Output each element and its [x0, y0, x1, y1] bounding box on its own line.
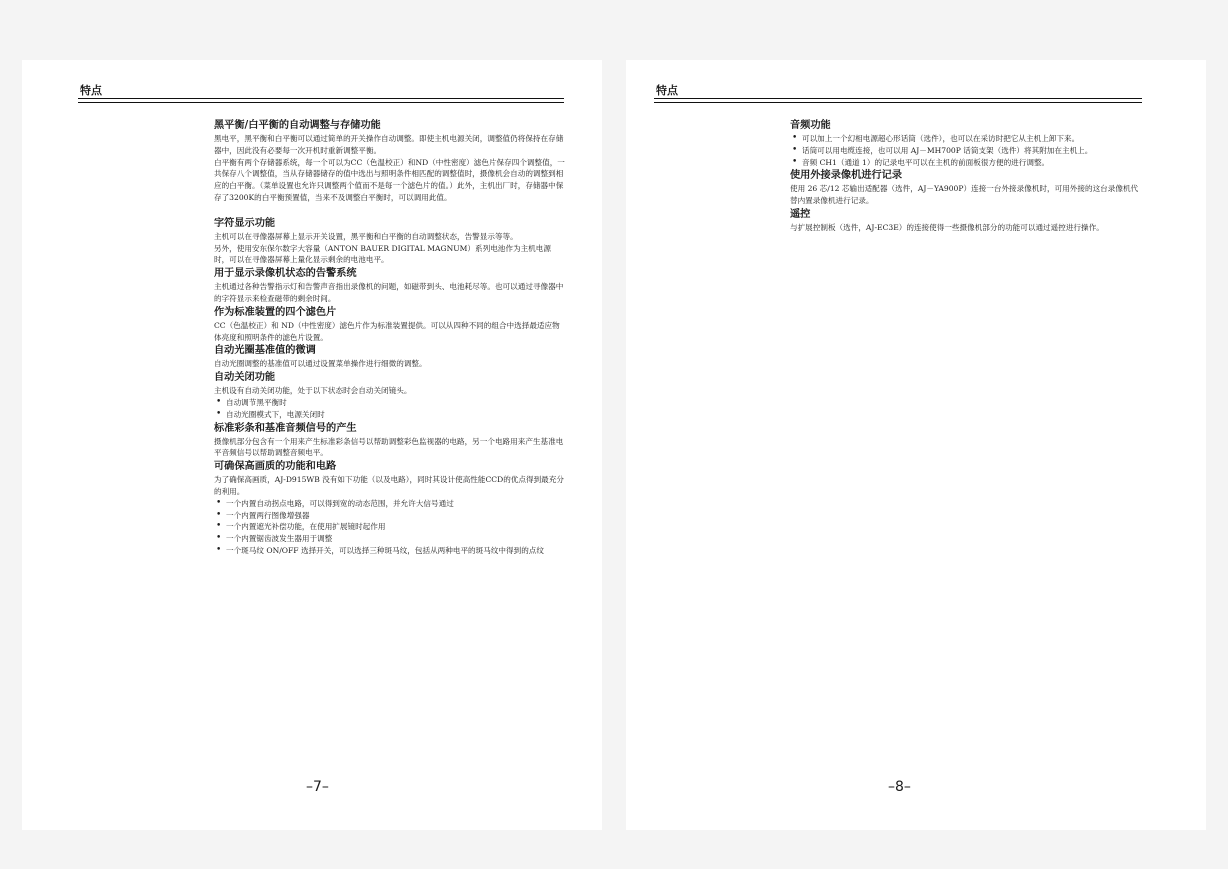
section-heading: 标准彩条和基准音频信号的产生 — [214, 422, 357, 434]
section-heading: 音频功能 — [790, 120, 831, 131]
paragraph: 自动光圈调整的基准值可以通过设置菜单操作进行细微的调整。 — [214, 359, 427, 369]
section-heading: 自动光圈基准值的微调 — [214, 345, 316, 357]
paragraph: 主机通过各种告警指示灯和告警声音指出录像机的问题，如磁带到头、电池耗尽等。也可以通过寻像器中的字符显示来检查磁带的剩余时间。 — [214, 282, 564, 303]
bullet-item: • 音频 CH1（通道 1）的记录电平可以在主机的前面板很方便的进行调整。 — [790, 157, 1142, 169]
section — [214, 370, 566, 420]
right-page-content — [790, 118, 1142, 234]
section-heading: 使用外接录像机进行记录 — [790, 170, 903, 182]
paragraph: 白平衡有两个存储器系统，每一个可以为CC（色温校正）和ND（中性密度）滤色片保存四个调整值，一共保存八个调整值，当从存储器储存的值中选出与照明条件相匹配的调整值时，摄像机会自动的调整到相应的白平衡。（菜单设置也允许只调整两个值而不是每一个滤色片的值。）此外，主机出厂时，存储器中保存了3200K的白平衡预置值，当来不及调整白平衡时，可以调用此值。 — [214, 157, 565, 202]
paragraph: 使用 26 芯/12 芯输出适配器（选件，AJ－YA900P）连接一台外接录像机时，可用外接的这台录像机代替内置录像机进行记录。 — [790, 184, 1139, 206]
section — [214, 421, 566, 460]
page-number: –8– — [888, 779, 911, 795]
section — [214, 216, 566, 266]
bullet-list — [214, 397, 566, 421]
page-header: 特点 — [80, 84, 102, 97]
section-heading: 作为标准装置的四个滤色片 — [214, 306, 337, 318]
page-number: –7– — [306, 779, 329, 795]
section-heading: 遥控 — [790, 208, 811, 220]
section — [790, 207, 1142, 234]
bullet-item: • 话筒可以用电缆连接，也可以用 AJ－MH700P 话筒支架（选件）将其附加在主机上。 — [790, 145, 1142, 157]
section — [790, 168, 1142, 207]
bullet-item: • 一个斑马纹 ON/OFF 选择开关，可以选择三种斑马纹，包括从两种电平的斑马纹中得到的点纹 — [214, 545, 566, 557]
paragraph: 与扩展控制板（选件，AJ-EC3E）的连接使得一些摄像机部分的功能可以通过遥控进行操作。 — [790, 222, 1104, 232]
section-heading: 自动关闭功能 — [214, 372, 276, 384]
paragraph: CC（色温校正）和 ND（中性密度）滤色片作为标准装置提供。可以从四种不同的组合中选择最适应物体亮度和照明条件的滤色片设置。 — [214, 320, 560, 342]
bullet-list — [790, 133, 1142, 168]
header-rule — [78, 98, 564, 103]
right-page — [626, 60, 1206, 830]
paragraph: 为了确保高画质，AJ-D915WB 没有如下功能（以及电路），同时其设计使高性能CCD的优点得到最充分的利用。 — [214, 475, 564, 496]
paragraph: 黑电平，黑平衡和白平衡可以通过简单的开关操作自动调整。即使主机电源关闭，调整值仍将保持在存储器中，因此没有必要每一次开机时重新调整平衡。 — [214, 134, 564, 155]
paragraph: 摄像机部分包含有一个用来产生标准彩条信号以帮助调整彩色监视器的电路，另一个电路用来产生基准电平音频信号以帮助调整音频电平。 — [214, 436, 564, 458]
section — [214, 266, 566, 305]
section — [214, 305, 566, 344]
page-header: 特点 — [656, 84, 678, 97]
bullet-item: • 一个内置锯齿波发生器用于调整 — [214, 533, 566, 545]
section-heading: 黑平衡/白平衡的自动调整与存储功能 — [214, 120, 381, 131]
bullet-item: • 一个内置遮光补偿功能，在使用扩展镜时起作用 — [214, 521, 566, 533]
section — [214, 118, 566, 204]
section — [214, 343, 566, 370]
section-gap — [214, 204, 566, 216]
bullet-item: • 自动光圈模式下，电源关闭时 — [214, 409, 566, 421]
left-page-content — [214, 118, 566, 557]
header-rule — [654, 98, 1142, 103]
section — [790, 118, 1142, 168]
left-page — [22, 60, 602, 830]
section-heading: 用于显示录像机状态的告警系统 — [214, 268, 357, 280]
paragraph: 主机可以在寻像器屏幕上显示开关设置，黑平衡和白平衡的自动调整状态，告警显示等等。 — [214, 231, 518, 241]
bullet-item: • 可以加上一个幻相电源超心形话筒（选件），也可以在采访时把它从主机上卸下来。 — [790, 133, 1142, 145]
bullet-item: • 自动调节黑平衡时 — [214, 397, 566, 409]
section — [214, 459, 566, 557]
section-heading: 可确保高画质的功能和电路 — [214, 461, 337, 473]
section-heading: 字符显示功能 — [214, 217, 276, 229]
paragraph: 另外，使用安东保尔数字大容量（ANTON BAUER DIGITAL MAGNUM）系列电池作为主机电源时，可以在寻像器屏幕上量化显示剩余的电池电平。 — [214, 243, 551, 265]
paragraph: 主机设有自动关闭功能，处于以下状态时会自动关闭镜头。 — [214, 386, 412, 396]
bullet-item: • 一个内置两行图像增强器 — [214, 510, 566, 522]
bullet-item: • 一个内置自动拐点电路，可以得到宽的动态范围，并允许大信号通过 — [214, 498, 566, 510]
bullet-list — [214, 498, 566, 557]
